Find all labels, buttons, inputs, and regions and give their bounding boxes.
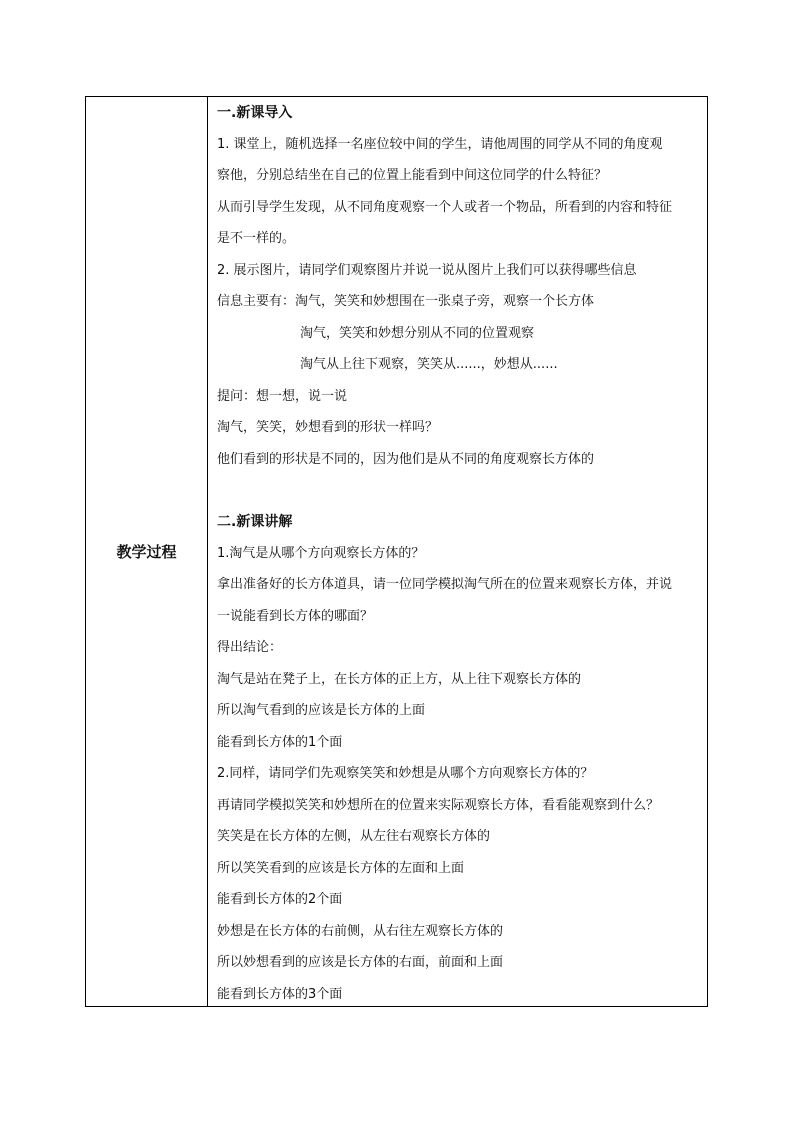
text-line: 所以妙想看到的应该是长方体的右面，前面和上面 bbox=[217, 955, 504, 970]
text-line: 淘气，笑笑，妙想看到的形状一样吗？ bbox=[217, 420, 439, 435]
text-line: 察他，分别总结坐在自己的位置上能看到中间这位同学的什么特征？ bbox=[217, 168, 608, 183]
section-label: 教学过程 bbox=[116, 543, 177, 561]
text-line: 能看到长方体的1个面 bbox=[217, 735, 343, 750]
text-line: 得出结论： bbox=[217, 640, 283, 655]
text-line: 1. 课堂上，随机选择一名座位较中间的学生，请他周围的同学从不同的角度观 bbox=[217, 137, 663, 152]
text-line: 2.同样，请同学们先观察笑笑和妙想是从哪个方向观察长方体的？ bbox=[217, 766, 594, 781]
section-heading: 二.新课讲解 bbox=[217, 514, 293, 530]
text-line: 2. 展示图片，请同学们观察图片并说一说从图片上我们可以获得哪些信息 bbox=[217, 263, 637, 278]
section-heading: 一.新课导入 bbox=[217, 105, 293, 121]
text-line: 再请同学模拟笑笑和妙想所在的位置来实际观察长方体，看看能观察到什么？ bbox=[217, 798, 660, 813]
text-line: 妙想是在长方体的右前侧，从右往左观察长方体的 bbox=[217, 924, 504, 939]
text-line: 能看到长方体的3个面 bbox=[217, 987, 343, 1002]
content-cell bbox=[208, 97, 707, 1006]
text-line: 能看到长方体的2个面 bbox=[217, 892, 343, 907]
text-line: 提问：想一想，说一说 bbox=[217, 389, 348, 404]
text-line: 拿出准备好的长方体道具，请一位同学模拟淘气所在的位置来观察长方体，并说 bbox=[217, 577, 673, 592]
lesson-table bbox=[85, 96, 708, 1007]
text-line: 一说能看到长方体的哪面？ bbox=[217, 609, 374, 624]
text-line: 他们看到的形状是不同的，因为他们是从不同的角度观察长方体的 bbox=[217, 452, 595, 467]
text-line: 是不一样的。 bbox=[217, 231, 296, 246]
text-line: 淘气从上往下观察，笑笑从......，妙想从...... bbox=[300, 357, 558, 372]
text-line: 所以笑笑看到的应该是长方体的左面和上面 bbox=[217, 861, 465, 876]
section-label-cell bbox=[86, 97, 208, 1006]
text-line: 信息主要有：淘气，笑笑和妙想围在一张桌子旁，观察一个长方体 bbox=[217, 294, 595, 309]
text-line: 淘气是站在凳子上，在长方体的正上方，从上往下观察长方体的 bbox=[217, 672, 582, 687]
text-line: 淘气，笑笑和妙想分别从不同的位置观察 bbox=[300, 326, 535, 341]
text-line: 从而引导学生发现，从不同角度观察一个人或者一个物品，所看到的内容和特征 bbox=[217, 200, 673, 215]
text-line: 笑笑是在长方体的左侧，从左往右观察长方体的 bbox=[217, 829, 491, 844]
text-line: 1.淘气是从哪个方向观察长方体的？ bbox=[217, 546, 425, 561]
text-line: 所以淘气看到的应该是长方体的上面 bbox=[217, 703, 426, 718]
